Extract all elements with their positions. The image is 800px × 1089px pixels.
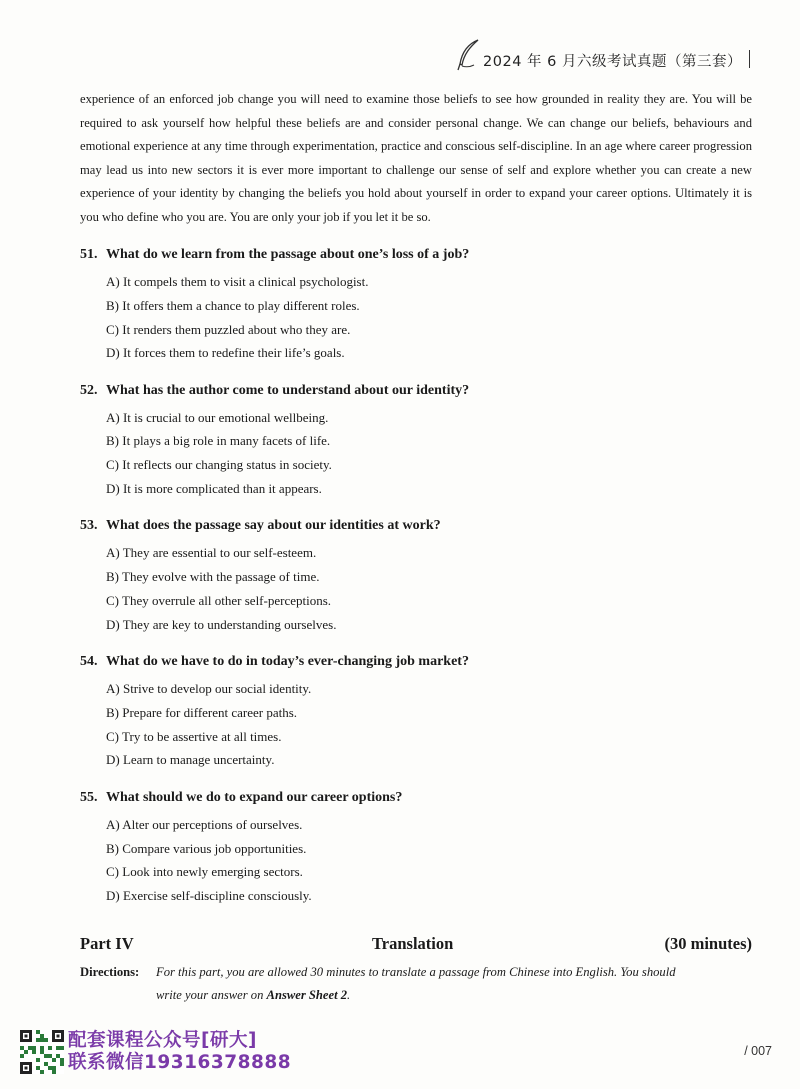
directions-text-line1: For this part, you are allowed 30 minutes to translate a passage from Chinese into English. You should [156, 965, 676, 979]
option-a: A) Alter our perceptions of ourselves. [106, 816, 303, 832]
question-stem: What should we do to expand our career options? [106, 789, 403, 805]
option-c: C) It renders them puzzled about who they are. [106, 321, 351, 337]
option-b: B) It plays a big role in many facets of life. [106, 433, 331, 449]
option-d: D) Learn to manage uncertainty. [106, 752, 275, 768]
page-number: / 007 [744, 1044, 772, 1058]
question-53 [80, 515, 760, 636]
directions [80, 961, 752, 1007]
part-heading [80, 934, 752, 960]
option-c: C) Look into newly emerging sectors. [106, 864, 303, 880]
promo-line-2: 联系微信19316378888 [68, 1052, 292, 1073]
option-c: C) They overrule all other self-perceptions. [106, 592, 332, 608]
option-list [106, 813, 760, 908]
question-stem: What has the author come to understand about our identity? [106, 382, 470, 398]
directions-label: Directions: [80, 965, 140, 979]
part-name: Part IV [80, 934, 134, 953]
option-list [106, 406, 760, 501]
question-51 [80, 244, 760, 365]
promo-banner [68, 1030, 328, 1074]
option-list [106, 270, 760, 365]
question-stem: What do we have to do in today’s ever-changing job market? [106, 654, 469, 670]
question-number: 55. [80, 789, 98, 805]
question-55 [80, 787, 760, 908]
question-52 [80, 380, 760, 501]
option-b: B) They evolve with the passage of time. [106, 569, 320, 585]
option-a: A) Strive to develop our social identity. [106, 681, 312, 697]
question-number: 52. [80, 382, 98, 398]
option-b: B) Prepare for different career paths. [106, 704, 298, 720]
qr-code-icon [20, 1030, 64, 1074]
question-stem: What do we learn from the passage about one’s loss of a job? [106, 247, 470, 262]
question-number: 54. [80, 654, 98, 670]
directions-period: . [347, 988, 351, 1002]
promo-line-1: 配套课程公众号[研大] [68, 1030, 257, 1051]
option-d: D) It is more complicated than it appears. [106, 481, 322, 497]
question-54 [80, 651, 760, 772]
option-b: B) Compare various job opportunities. [106, 840, 307, 856]
option-list [106, 541, 760, 636]
part-title: Translation [372, 934, 454, 953]
page-header [440, 38, 750, 78]
option-list [106, 677, 760, 772]
question-stem: What does the passage say about our identities at work? [106, 518, 441, 534]
question-number: 53. [80, 518, 98, 534]
reading-passage: experience of an enforced job change you will need to examine those beliefs to see how grounded in reality they are. You will be required to ask yourself how helpful these beliefs are and consider personal change. We can change our beliefs, behaviours and emotional experience at any time through experimentation, practice and conscious self-discipline. In an age where career progression may lead us into new sectors it is ever more important to challenge our sense of self and explore whether you can create a new experience of your identity by changing the beliefs you hold about yourself in order to expand your career options. Ultimately it is you who define who you are. You are only your job if you let it be so. [80, 92, 752, 224]
question-list [80, 244, 760, 922]
directions-text-line2: write your answer on [156, 988, 267, 1002]
option-a: A) It is crucial to our emotional wellbeing. [106, 409, 329, 425]
header-divider [749, 50, 751, 68]
page-title: 2024 年 6 月六级考试真题（第三套） [483, 54, 742, 70]
answer-sheet-ref: Answer Sheet 2 [266, 988, 348, 1002]
option-d: D) They are key to understanding ourselves. [106, 616, 337, 632]
option-b: B) It offers them a chance to play different roles. [106, 297, 360, 313]
option-c: C) Try to be assertive at all times. [106, 728, 282, 744]
option-a: A) They are essential to our self-esteem. [106, 545, 317, 561]
option-c: C) It reflects our changing status in society. [106, 457, 332, 473]
option-a: A) It compels them to visit a clinical psychologist. [106, 274, 369, 289]
option-d: D) It forces them to redefine their life’s goals. [106, 345, 345, 361]
option-d: D) Exercise self-discipline consciously. [106, 888, 312, 904]
quill-pen-icon [454, 38, 484, 72]
part-time: (30 minutes) [664, 934, 752, 953]
question-number: 51. [80, 247, 98, 262]
